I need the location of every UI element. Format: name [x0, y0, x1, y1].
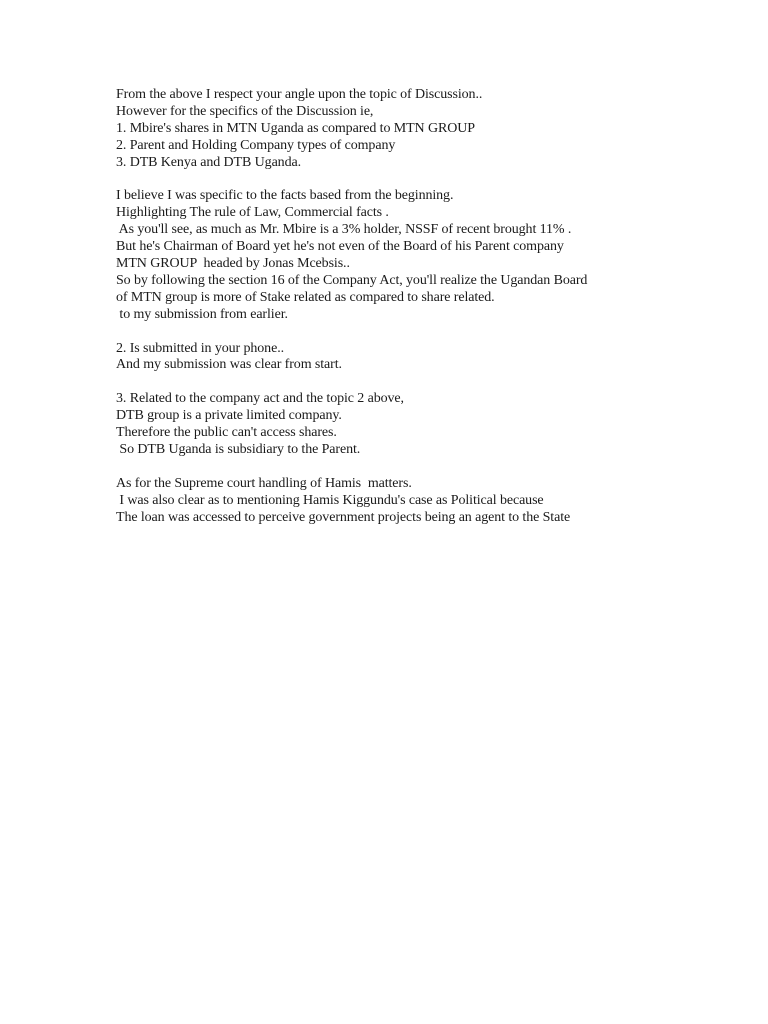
text-line: to my submission from earlier. [116, 306, 288, 322]
paragraph-supreme-court [116, 476, 736, 527]
text-line: I believe I was specific to the facts based from the beginning. [116, 188, 454, 204]
text-line: MTN GROUP headed by Jonas Mcebsis.. [116, 256, 350, 272]
text-line: From the above I respect your angle upon the topic of Discussion.. [116, 87, 483, 102]
text-line: DTB group is a private limited company. [116, 408, 342, 424]
text-line: Highlighting The rule of Law, Commercial facts . [116, 205, 389, 221]
text-line: 2. Is submitted in your phone.. [116, 340, 284, 356]
text-line: So by following the section 16 of the Company Act, you'll realize the Ugandan Board [116, 272, 588, 288]
text-line: And my submission was clear from start. [116, 357, 342, 373]
document-body [116, 87, 736, 543]
text-line: However for the specifics of the Discussion ie, [116, 103, 374, 119]
text-line: 2. Parent and Holding Company types of company [116, 137, 396, 153]
text-line: So DTB Uganda is subsidiary to the Parent. [116, 441, 361, 457]
text-line: As you'll see, as much as Mr. Mbire is a 3% holder, NSSF of recent brought 11% . [116, 222, 572, 238]
text-line: Therefore the public can't access shares. [116, 425, 337, 441]
text-line: 3. Related to the company act and the topic 2 above, [116, 391, 404, 407]
text-line: 3. DTB Kenya and DTB Uganda. [116, 154, 301, 170]
paragraph-specific-facts [116, 188, 736, 323]
text-line: As for the Supreme court handling of Hamis matters. [116, 475, 412, 491]
text-line: I was also clear as to mentioning Hamis Kiggundu's case as Political because [116, 492, 544, 508]
text-line: 1. Mbire's shares in MTN Uganda as compared to MTN GROUP [116, 120, 475, 136]
paragraph-submission-phone [116, 341, 736, 375]
paragraph-dtb-group [116, 391, 736, 459]
text-line: of MTN group is more of Stake related as compared to share related. [116, 289, 495, 305]
text-line: The loan was accessed to perceive government projects being an agent to the State [116, 509, 571, 525]
text-line: But he's Chairman of Board yet he's not even of the Board of his Parent company [116, 239, 564, 255]
paragraph-discussion-topics [116, 87, 736, 172]
